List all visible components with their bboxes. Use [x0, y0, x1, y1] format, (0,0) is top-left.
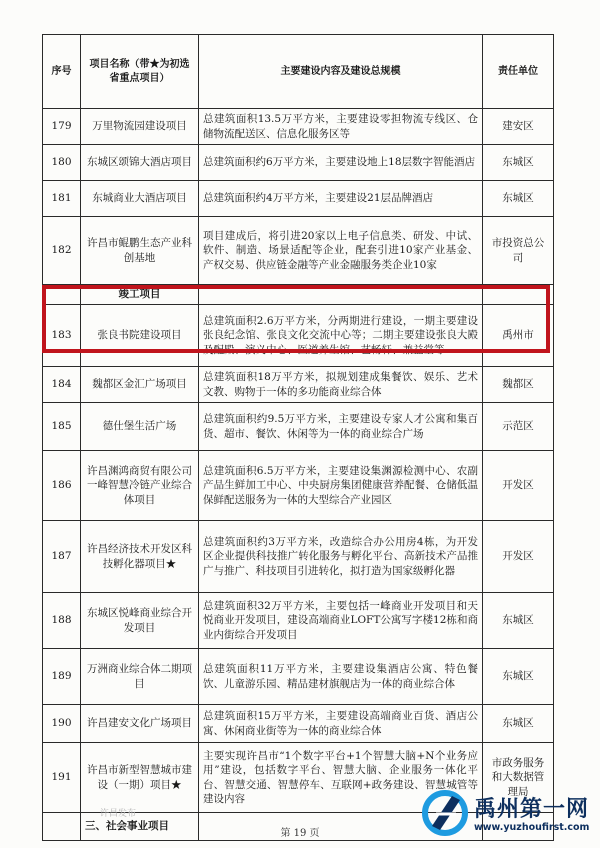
row-content: 总建筑面积6.5万平方米，主要建设集渊源检测中心、农副产品生鲜加工中心、中央厨房集团健康营养配餐、仓储低温保鲜配送服务为一体的大型综合产业园区	[199, 451, 483, 521]
row-content: 总建筑面积15万平方米，主要建设高端商业百货、酒店公寓、休闲商业街等为一体的商业综合体	[199, 705, 483, 743]
row-no: 182	[43, 217, 81, 285]
site-watermark	[420, 786, 600, 848]
table-row	[43, 593, 554, 649]
row-name: 魏都区金汇广场项目	[81, 367, 199, 403]
row-unit: 市投资总公司	[483, 217, 554, 285]
table-row	[43, 521, 554, 593]
row-unit: 开发区	[483, 521, 554, 593]
row-no: 190	[43, 705, 81, 743]
row-name: 万里物流园建设项目	[81, 109, 199, 145]
site-logo-icon	[422, 790, 468, 836]
row-unit: 东城区	[483, 181, 554, 217]
row-no: 191	[43, 743, 81, 813]
row-unit: 东城区	[483, 649, 554, 705]
header-unit: 责任单位	[483, 35, 554, 109]
row-no: 189	[43, 649, 81, 705]
table-row	[43, 145, 554, 181]
watermark-title: 禹州第一网	[474, 797, 590, 822]
row-no: 179	[43, 109, 81, 145]
header-content: 主要建设内容及建设总规模	[199, 35, 483, 109]
header-no: 序号	[43, 35, 81, 109]
row-name: 东城区颂锦大酒店项目	[81, 145, 199, 181]
project-table	[42, 34, 554, 841]
table-row	[43, 109, 554, 145]
row-content: 总建筑面积约9.5万平方米，主要建设专家人才公寓和集百货、超市、餐饮、休闲等为一体的商业综合广场	[199, 403, 483, 451]
row-unit: 禹州市	[483, 305, 554, 367]
table-row	[43, 451, 554, 521]
watermark-faint-text: 许昌发布	[100, 809, 137, 819]
row-unit: 东城区	[483, 145, 554, 181]
row-name: 许昌渊鸿商贸有限公司一峰智慧冷链产业综合体项目	[81, 451, 199, 521]
row-unit: 建安区	[483, 109, 554, 145]
row-content: 项目建成后，将引进20家以上电子信息类、研发、中试、软件、制造、场景适配等企业，配套引进10家产业基金、产权交易、供应链金融等产业金融服务类企业10家	[199, 217, 483, 285]
row-content: 总建筑面积18万平方米，拟规划建成集餐饮、娱乐、艺术文教、购物于一体的多功能商业综合体	[199, 367, 483, 403]
table-header-row	[43, 35, 554, 109]
row-content: 总建筑面积11万平方米，主要建设集酒店公寓、特色餐饮、儿童游乐园、精品建材旗舰店为一体的商业综合体	[199, 649, 483, 705]
row-content: 总建筑面积约4万平方米，主要建设21层品牌酒店	[199, 181, 483, 217]
row-no: 185	[43, 403, 81, 451]
row-no: 181	[43, 181, 81, 217]
row-name: 许昌经济技术开发区科技孵化器项目★	[81, 521, 199, 593]
row-unit: 东城区	[483, 705, 554, 743]
row-name: 许昌建安文化广场项目	[81, 705, 199, 743]
section-title-social: 三、社会事业项目	[81, 813, 199, 841]
table-row	[43, 217, 554, 285]
row-content: 总建筑面积2.6万平方米，分两期进行建设，一期主要建设张良纪念馆、张良文化交流中心等；二期主要建设张良大殿及配殿、演义中心、医道养生馆、艺畅轩、兼益堂等	[199, 305, 483, 367]
table-row	[43, 181, 554, 217]
row-unit: 示范区	[483, 403, 554, 451]
row-no: 183	[43, 305, 81, 367]
row-content: 总建筑面积13.5万平方米，主要建设零担物流专线区、仓储物流配送区、信息化服务区等	[199, 109, 483, 145]
row-name: 万洲商业综合体二期项目	[81, 649, 199, 705]
row-unit: 开发区	[483, 451, 554, 521]
row-name: 许昌市新型智慧城市建设（一期）项目★	[81, 743, 199, 813]
row-unit: 东城区	[483, 593, 554, 649]
row-no: 187	[43, 521, 81, 593]
row-unit: 魏都区	[483, 367, 554, 403]
row-no: 180	[43, 145, 81, 181]
row-name: 德仕堡生活广场	[81, 403, 199, 451]
header-name: 项目名称（带★为初选省重点项目）	[81, 35, 199, 109]
table-row	[43, 403, 554, 451]
row-unit: 市政务服务和大数据管理局	[483, 743, 554, 813]
watermark-url: www.yuzhoufirst.com	[474, 822, 590, 833]
section-row-completed	[43, 285, 554, 305]
table-row	[43, 305, 554, 367]
table-row	[43, 649, 554, 705]
row-content: 总建筑面积约6万平方米，主要建设地上18层数字智能酒店	[199, 145, 483, 181]
table-row	[43, 705, 554, 743]
row-no: 188	[43, 593, 81, 649]
table-row	[43, 367, 554, 403]
row-no: 184	[43, 367, 81, 403]
section-title-completed: 竣工项目	[81, 285, 199, 305]
row-content: 主要实现许昌市“1个数字平台+1个智慧大脑+N个业务应用”建设，包括数字平台、智慧大脑、企业服务一体化平台、智慧交通、智慧停车、互联网+政务建设、智慧城管等建设内容	[199, 743, 483, 813]
row-content: 总建筑面积32万平方米，主要包括一峰商业开发项目和天悦商业开发项目，建设高端商业LOFT公寓写字楼12栋和商业内街综合开发项目	[199, 593, 483, 649]
page-number: 第 19 页	[280, 828, 320, 839]
row-name: 东城区悦峰商业综合开发项目	[81, 593, 199, 649]
row-name: 张良书院建设项目	[81, 305, 199, 367]
row-name: 许昌市鲲鹏生态产业科创基地	[81, 217, 199, 285]
row-name: 东城商业大酒店项目	[81, 181, 199, 217]
row-no: 186	[43, 451, 81, 521]
row-content: 总建筑面积约3万平方米，改造综合办公用房4栋，为开发区企业提供科技推广转化服务与孵化平台、高新技术产品推广与推广、科技项目引进转化，拟打造为国家级孵化器	[199, 521, 483, 593]
